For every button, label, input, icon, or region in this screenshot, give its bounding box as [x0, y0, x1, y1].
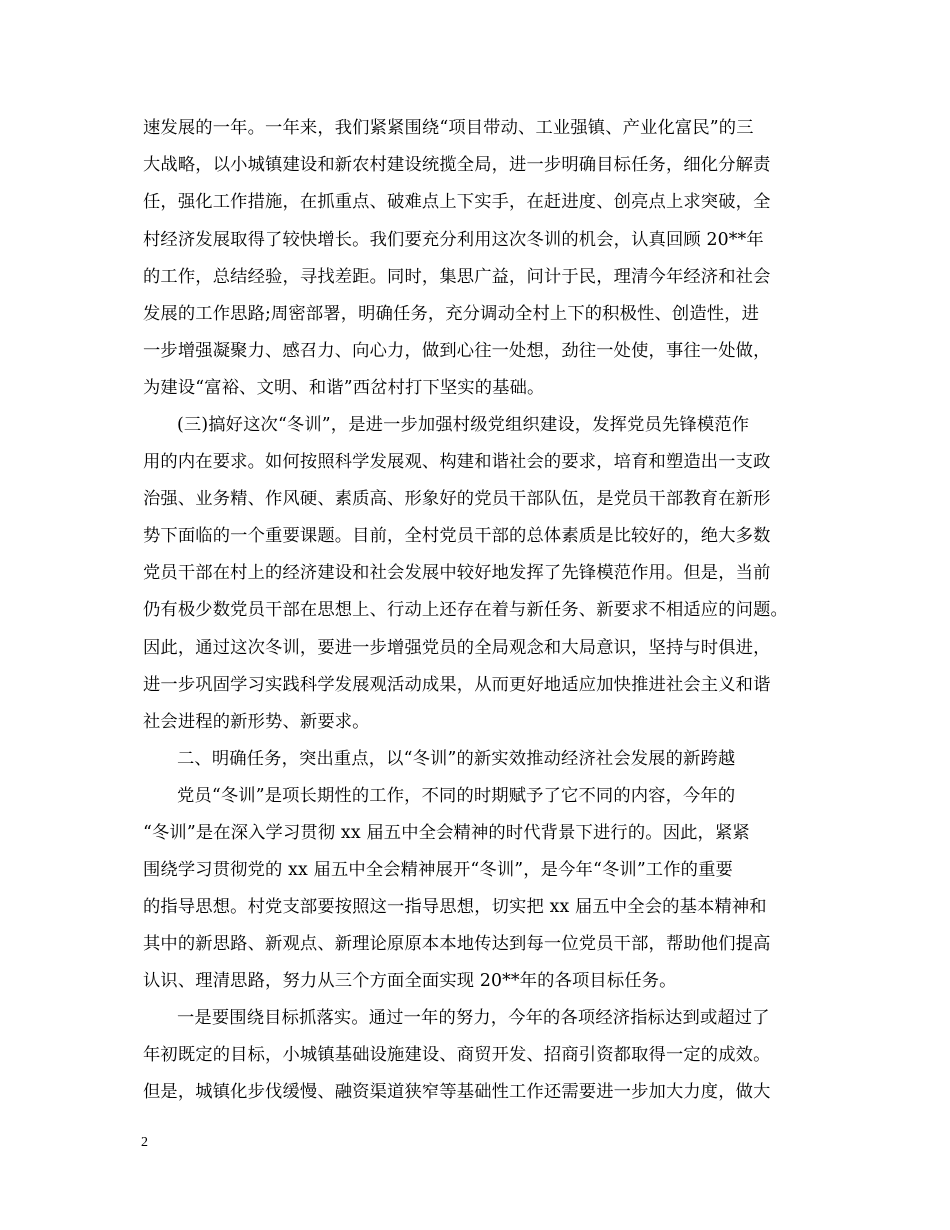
text-line: 为建设“富裕、文明、和谐”西岔村打下坚实的基础。 — [143, 378, 545, 398]
text-line: 任，强化工作措施，在抓重点、破难点上下实手，在赶进度、创亮点上求突破，全 — [143, 192, 771, 212]
text-line: 但是，城镇化步伐缓慢、融资渠道狭窄等基础性工作还需要进一步加大力度，做大 — [143, 1082, 771, 1102]
text-line: 围绕学习贯彻党的 xx 届五中全会精神展开“冬训”，是今年“冬训”工作的重要 — [143, 860, 733, 880]
text-line: 村经济发展取得了较快增长。我们要充分利用这次冬训的机会，认真回顾 20**年 — [143, 230, 764, 250]
text-line: “冬训”是在深入学习贯彻 xx 届五中全会精神的时代背景下进行的。因此，紧紧 — [143, 823, 750, 843]
text-line: 速发展的一年。一年来，我们紧紧围绕“项目带动、工业强镇、产业化富民”的三 — [143, 118, 754, 138]
text-line: 年初既定的目标，小城镇基础设施建设、商贸开发、招商引资都取得一定的成效。 — [143, 1045, 771, 1065]
text-line: 党员干部在村上的经济建设和社会发展中较好地发挥了先锋模范作用。但是，当前 — [143, 563, 771, 583]
text-line: 势下面临的一个重要课题。目前，全村党员干部的总体素质是比较好的，绝大多数 — [143, 526, 771, 546]
text-line: 其中的新思路、新观点、新理论原原本本地传达到每一位党员干部，帮助他们提高 — [143, 934, 771, 954]
text-line: 大战略，以小城镇建设和新农村建设统揽全局，进一步明确目标任务，细化分解责 — [143, 155, 771, 175]
text-line: 用的内在要求。如何按照科学发展观、构建和谐社会的要求，培育和塑造出一支政 — [143, 452, 771, 472]
text-line: 社会进程的新形势、新要求。 — [143, 712, 370, 732]
text-line: 的指导思想。村党支部要按照这一指导思想，切实把 xx 届五中全会的基本精神和 — [143, 897, 767, 917]
text-line: 进一步巩固学习实践科学发展观活动成果，从而更好地适应加快推进社会主义和谐 — [143, 675, 771, 695]
section-heading: 二、明确任务，突出重点，以“冬训”的新实效推动经济社会发展的新跨越 — [177, 749, 736, 769]
paragraph-first-line: 党员“冬训”是项长期性的工作，不同的时期赋予了它不同的内容，今年的 — [177, 786, 736, 806]
page-number: 2 — [141, 1135, 148, 1150]
paragraph-first-line: 一是要围绕目标抓落实。通过一年的努力，今年的各项经济指标达到或超过了 — [177, 1008, 770, 1028]
text-line: 治强、业务精、作风硬、素质高、形象好的党员干部队伍，是党员干部教育在新形 — [143, 489, 771, 509]
text-line: 认识、理清思路，努力从三个方面全面实现 20**年的各项目标任务。 — [143, 971, 677, 991]
text-line: 发展的工作思路;周密部署，明确任务，充分调动全村上下的积极性、创造性，进 — [143, 304, 760, 324]
paragraph-first-line: (三)搞好这次“冬训”，是进一步加强村级党组织建设，发挥党员先锋模范作 — [177, 415, 750, 435]
text-line: 仍有极少数党员干部在思想上、行动上还存在着与新任务、新要求不相适应的问题。 — [143, 600, 788, 620]
text-line: 的工作，总结经验，寻找差距。同时，集思广益，问计于民，理清今年经济和社会 — [143, 267, 771, 287]
text-line: 一步增强凝聚力、感召力、向心力，做到心往一处想，劲往一处使，事往一处做， — [143, 341, 771, 361]
text-line: 因此，通过这次冬训，要进一步增强党员的全局观念和大局意识，坚持与时俱进， — [143, 638, 771, 658]
